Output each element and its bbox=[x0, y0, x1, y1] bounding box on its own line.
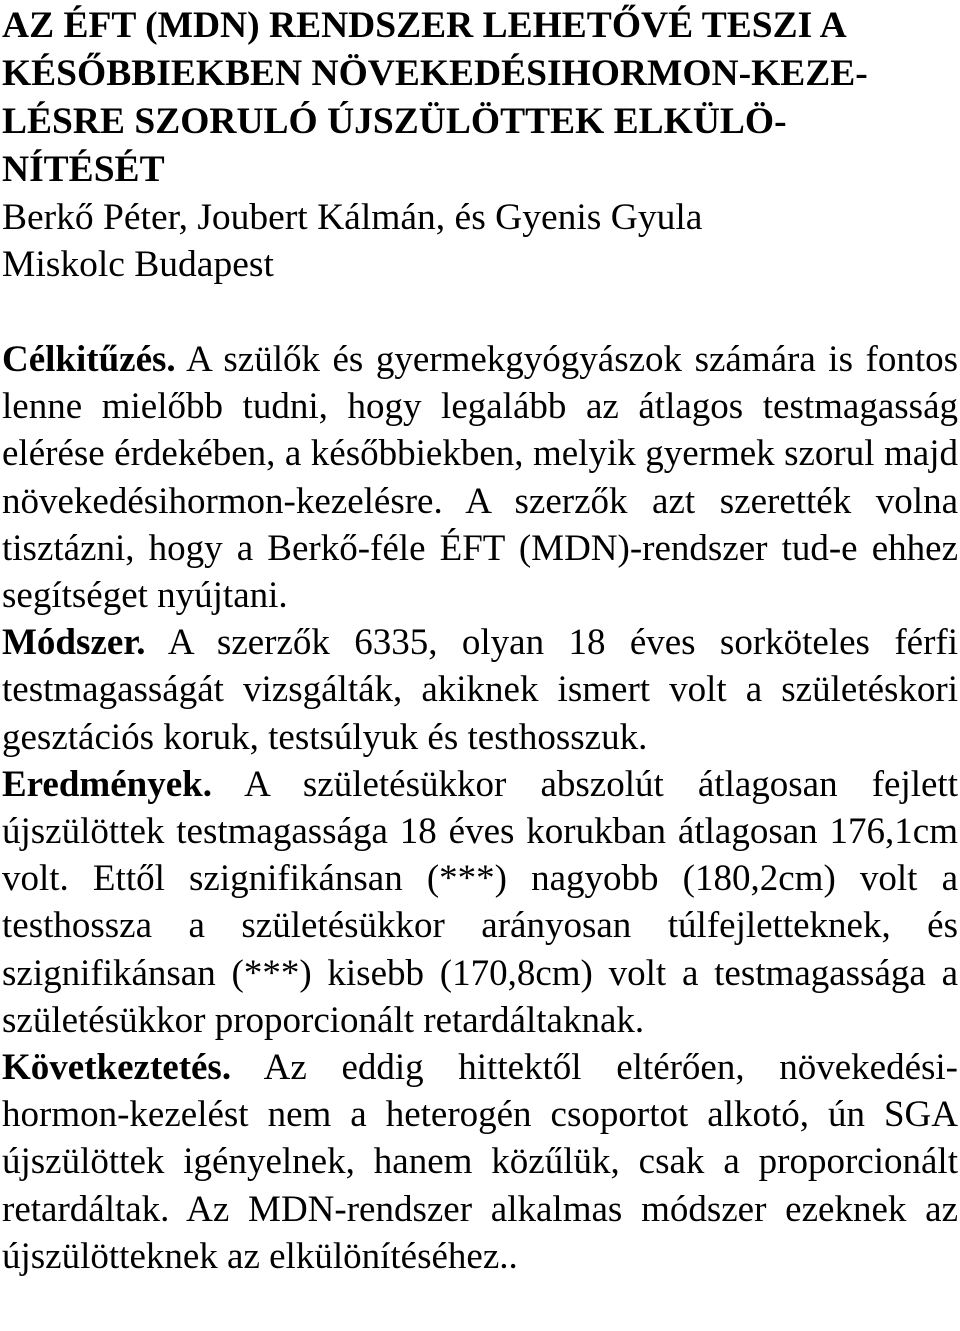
section-objective bbox=[2, 336, 958, 619]
affiliation: Miskolc Budapest bbox=[2, 244, 274, 285]
section-label-method: Módszer. bbox=[2, 622, 146, 664]
abstract bbox=[2, 336, 958, 1280]
document-page bbox=[2, 0, 958, 1280]
section-text-objective: A szülők és gyermekgyógyászok számára is fontos lenne mielőbb tudni, hogy legalább az átlagos testmagasság elérése érdekében, a későbbiekben, melyik gyermek szorul majd növekedésihormon-kezelésre. A szerzők azt szerették volna tisztázni, hogy a Berkő-féle ÉFT (MDN)-rendszer tud-e ehhez segítséget nyújtani. bbox=[2, 339, 958, 617]
paper-title bbox=[2, 0, 958, 194]
title-line-4: NÍTÉSÉT bbox=[2, 149, 165, 190]
section-spacer bbox=[2, 288, 958, 336]
section-conclusion bbox=[2, 1044, 958, 1280]
section-text-conclusion: Az eddig hittektől eltérően, növekedési-hormon-kezelést nem a heterogén csoportot alkotó, ún SGA újszülöttek igényelnek, hanem közűlük, csak a proporcionált retardáltak. Az MDN-rendszer alkalmas módszer ezeknek az újszülötteknek az elkülönítéséhez.. bbox=[2, 1047, 958, 1277]
title-line-1: AZ ÉFT (MDN) RENDSZER LEHETŐVÉ TESZI A bbox=[2, 5, 847, 46]
title-line-3: LÉSRE SZORULÓ ÚJSZÜLÖTTEK ELKÜLÖ- bbox=[2, 101, 787, 142]
section-text-method: A szerzők 6335, olyan 18 éves sorköteles férfi testmagasságát vizsgálták, akiknek ismert volt a születéskori gesztációs koruk, testsúlyuk és testhosszuk. bbox=[2, 622, 958, 758]
section-results bbox=[2, 761, 958, 1044]
section-label-objective: Célkitűzés. bbox=[2, 339, 176, 380]
section-label-conclusion: Következtetés. bbox=[2, 1047, 232, 1089]
authors: Berkő Péter, Joubert Kálmán, és Gyenis Gyula bbox=[2, 197, 703, 238]
title-line-2: KÉSŐBBIEKBEN NÖVEKEDÉSIHORMON-KEZE- bbox=[2, 53, 868, 94]
author-block bbox=[2, 194, 958, 288]
section-method bbox=[2, 619, 958, 761]
section-text-results: A születésükkor abszolút átlagosan fejlett újszülöttek testmagassága 18 éves korukban átlagosan 176,1cm volt. Ettől szignifikánsan (***) nagyobb (180,2cm) volt a testhossza a születésükkor arányosan túlfejletteknek, és szignifikánsan (***) kisebb (170,8cm) volt a testmagassága a születésükkor proporcionált retardáltaknak. bbox=[2, 763, 958, 1041]
section-label-results: Eredmények. bbox=[2, 763, 213, 805]
